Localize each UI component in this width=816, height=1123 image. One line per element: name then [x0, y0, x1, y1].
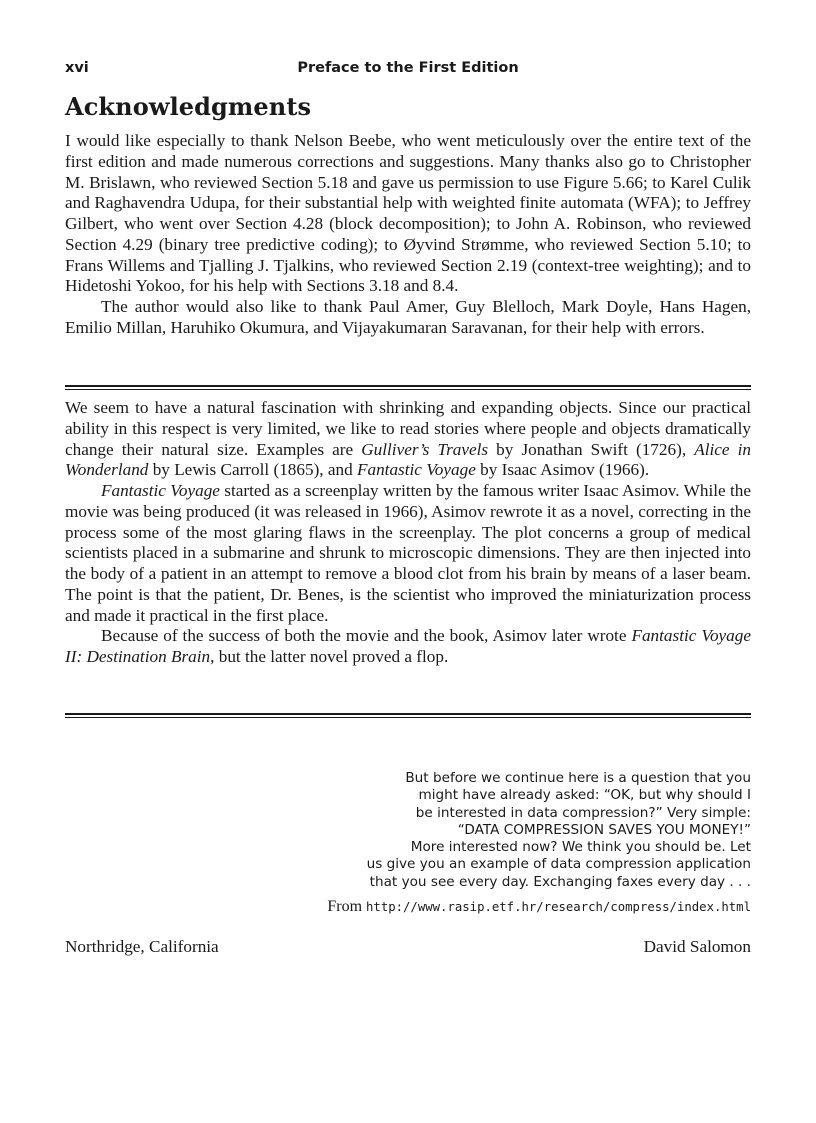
running-title: Preface to the First Edition: [297, 60, 519, 76]
acknowledgments-paragraph-2: The author would also like to thank Paul Amer, Guy Blelloch, Mark Doyle, Hans Hagen, Emilio Millan, Haruhiko Okumura, and Vijayakumaran Saravanan, for their help with errors.: [65, 297, 751, 337]
quote-line: “DATA COMPRESSION SAVES YOU MONEY!”: [457, 821, 751, 838]
double-rule-top: [65, 385, 751, 390]
signature-author: David Salomon: [643, 937, 751, 956]
story-text: by Jonathan Swift (1726),: [488, 439, 695, 459]
epigraph-quote: [311, 770, 751, 891]
book-title-fantastic-voyage-ii: Fantastic Voyage II: Destination Brain: [65, 626, 751, 666]
story-paragraph-1: [65, 398, 751, 481]
book-title-gullivers-travels: Gulliver’s Travels: [361, 439, 489, 459]
story-text: , but the latter novel proved a flop.: [210, 647, 449, 666]
book-title-alice-in-wonderland: Alice in Wonderland: [65, 439, 751, 480]
quote-line: that you see every day. Exchanging faxes every day . . .: [369, 873, 751, 890]
quote-line: But before we continue here is a question that you: [405, 770, 751, 786]
story-text: by Lewis Carroll (1865), and: [148, 460, 357, 480]
quote-source: [327, 898, 751, 916]
page-number: xvi: [65, 60, 89, 76]
story-text: Because of the success of both the movie and the book, Asimov later wrote: [101, 626, 632, 646]
book-title-fantastic-voyage: Fantastic Voyage: [101, 481, 220, 500]
double-rule-bottom: [65, 713, 751, 718]
quote-line: be interested in data compression?” Very simple:: [415, 804, 751, 821]
book-title-fantastic-voyage: Fantastic Voyage: [357, 460, 476, 480]
source-url: http://www.rasip.etf.hr/research/compress/index.html: [366, 900, 751, 914]
story-paragraph-2: [65, 481, 751, 626]
signature-location: Northridge, California: [65, 937, 219, 956]
quote-line: us give you an example of data compression application: [366, 856, 751, 873]
quote-line: might have already asked: “OK, but why should I: [418, 787, 751, 804]
acknowledgments-paragraph-1: I would like especially to thank Nelson Beebe, who went meticulously over the entire text of the first edition and made numerous corrections and suggestions. Many thanks also go to Christopher M. Brislawn, who reviewed Section 5.18 and gave us permission to use Figure 5.66; to Karel Culik and Raghavendra Udupa, for their substantial help with weighted finite automata (WFA); to Jeffrey Gilbert, who went over Section 4.28 (block decomposition); to John A. Robinson, who reviewed Section 4.29 (binary tree predictive coding); to Øyvind Strømme, who reviewed Section 5.10; to Frans Willems and Tjalling J. Tjalkins, who reviewed Section 2.19 (context-tree weighting); and to Hidetoshi Yokoo, for his help with Sections 3.18 and 8.4.: [65, 131, 751, 296]
quote-line: More interested now? We think you should be. Let: [410, 839, 751, 856]
acknowledgments-body: [65, 131, 751, 339]
story-box: [65, 398, 751, 668]
story-text: We seem to have a natural fascination with shrinking and expanding objects. Since our practical ability in this respect is very limited, we like to read stories where people and objects dramatically change their natural size. Examples are: [65, 398, 751, 459]
story-paragraph-3: [65, 626, 751, 668]
running-head: [65, 60, 751, 80]
story-text: started as a screenplay written by the famous writer Isaac Asimov. While the movie was being produced (it was released in 1966), Asimov rewrote it as a novel, correcting in the process some of the most glaring flaws in the screenplay. The plot concerns a group of medical scientists placed in a submarine and shrunk to microscopic dimensions. They are then injected into the body of a patient in an attempt to remove a blood clot from his brain by means of a laser beam. The point is that the patient, Dr. Benes, is the scientist who improved the miniaturization process and made it practical in the first place.: [65, 481, 751, 625]
source-prefix: From: [327, 898, 363, 915]
acknowledgments-heading: Acknowledgments: [65, 92, 312, 121]
story-text: by Isaac Asimov (1966).: [475, 460, 650, 480]
